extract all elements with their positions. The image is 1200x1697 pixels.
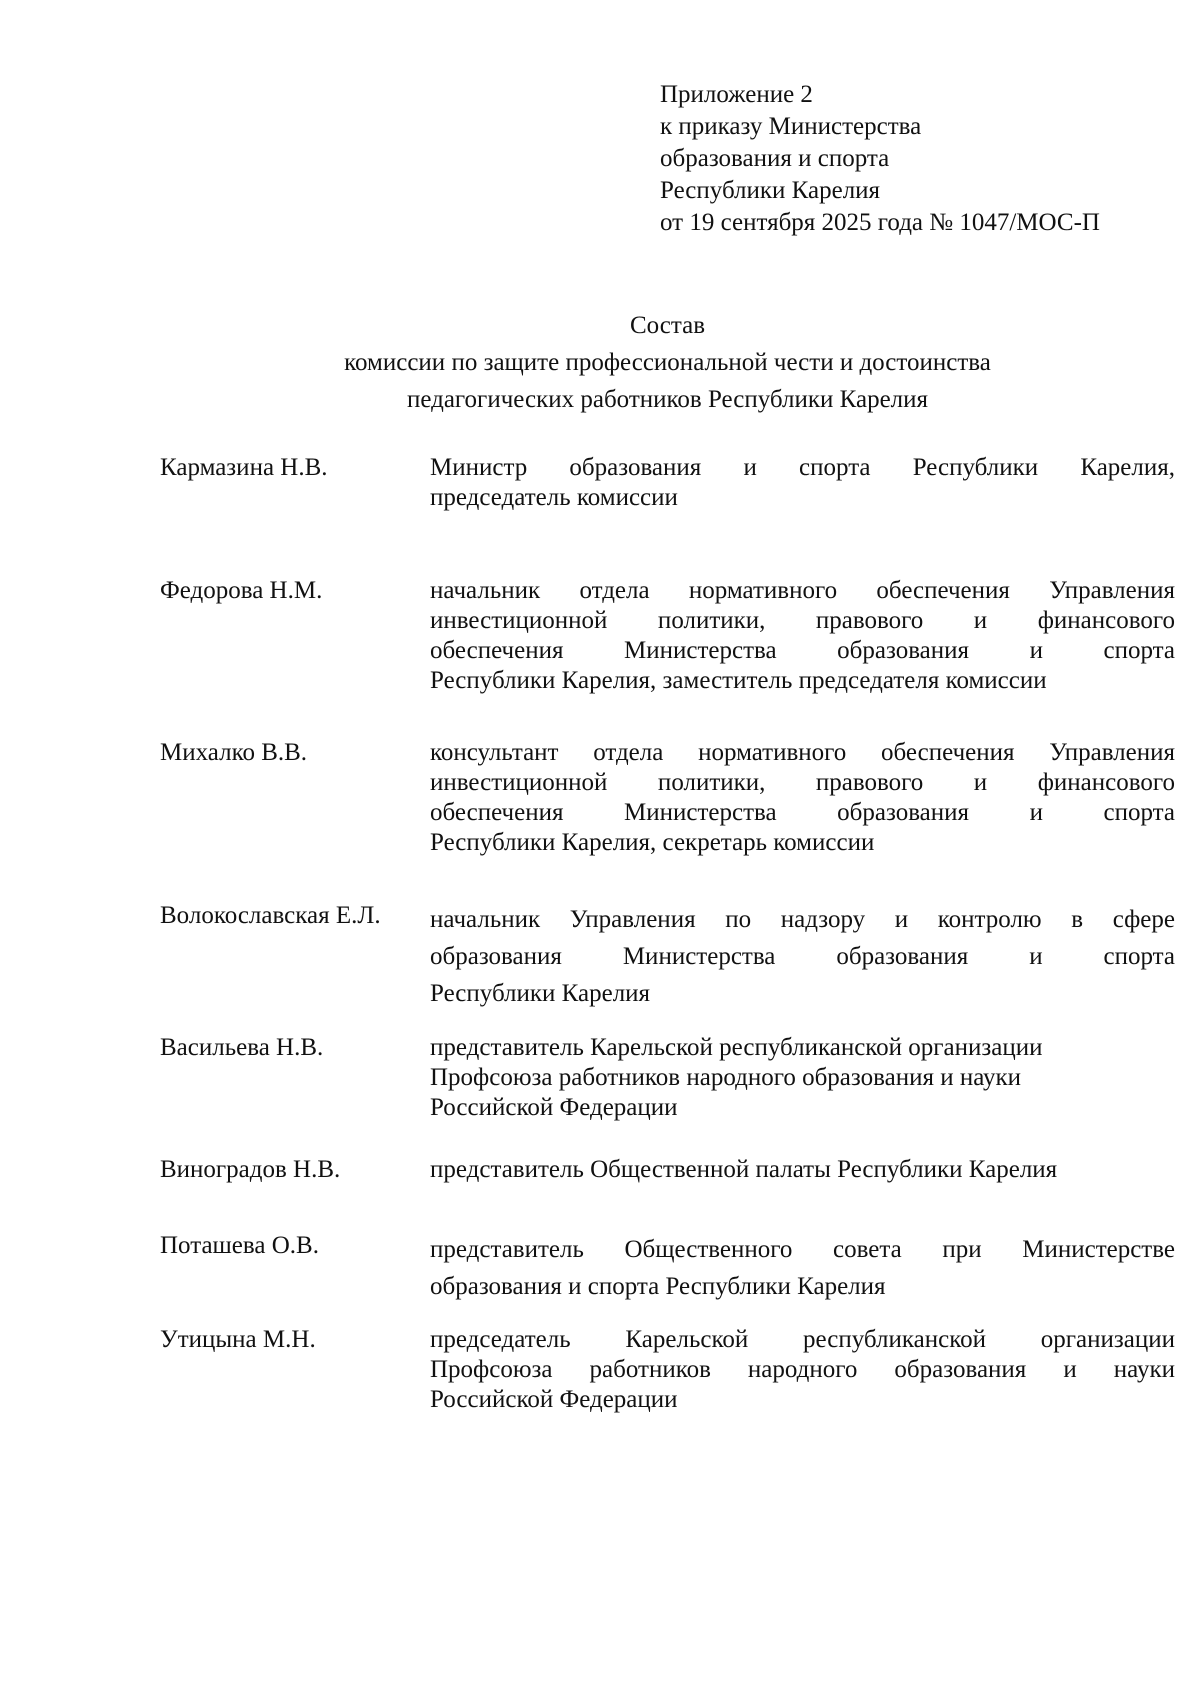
member-name: Михалко В.В. — [160, 739, 308, 766]
member-role — [430, 1325, 1175, 1415]
role-line: Российской Федерации — [430, 1386, 678, 1413]
role-line: образования и спорта Республики Карелия — [430, 1273, 886, 1300]
appendix-line: образования и спорта — [660, 145, 890, 172]
role-line: образования Министерства образования и спорта — [430, 943, 1175, 970]
role-line: представитель Общественной палаты Республики Карелия — [430, 1156, 1058, 1183]
member-role — [430, 1033, 1175, 1123]
member-role — [430, 901, 1175, 1012]
title-line: педагогических работников Республики Карелия — [406, 386, 929, 413]
appendix-line: к приказу Министерства — [660, 113, 922, 140]
member-role — [430, 453, 1175, 513]
role-line: начальник Управления по надзору и контролю в сфере — [430, 906, 1175, 933]
member-role — [430, 1231, 1175, 1305]
role-line: Российской Федерации — [430, 1094, 678, 1121]
role-line: начальник отдела нормативного обеспечения Управления — [430, 577, 1175, 604]
role-line: Профсоюза работников народного образования и науки — [430, 1356, 1175, 1383]
role-line: обеспечения Министерства образования и спорта — [430, 799, 1175, 826]
title-line: Состав — [629, 312, 706, 339]
role-line: Республики Карелия, заместитель председателя комиссии — [430, 667, 1047, 694]
role-line: инвестиционной политики, правового и финансового — [430, 607, 1175, 634]
role-line: председатель комиссии — [430, 484, 678, 511]
document-title — [160, 307, 1175, 418]
role-line: председатель Карельской республиканской организации — [430, 1326, 1175, 1353]
member-name: Виноградов Н.В. — [160, 1156, 341, 1183]
role-line: представитель Карельской республиканской организации — [430, 1034, 1043, 1061]
role-line: консультант отдела нормативного обеспечения Управления — [430, 739, 1175, 766]
member-role — [430, 576, 1175, 696]
member-role — [430, 1155, 1175, 1185]
title-line: комиссии по защите профессиональной чести и достоинства — [344, 349, 991, 376]
appendix-header — [660, 79, 1180, 239]
member-name: Кармазина Н.В. — [160, 454, 328, 481]
role-line: обеспечения Министерства образования и спорта — [430, 637, 1175, 664]
member-role — [430, 738, 1175, 858]
member-name: Поташева О.В. — [160, 1232, 319, 1259]
appendix-line: от 19 сентября 2025 года № 1047/МОС-П — [660, 209, 1100, 236]
role-line: Министр образования и спорта Республики Карелия, — [430, 454, 1175, 481]
role-line: инвестиционной политики, правового и финансового — [430, 769, 1175, 796]
role-line: Профсоюза работников народного образования и науки — [430, 1064, 1022, 1091]
appendix-line: Приложение 2 — [660, 81, 813, 108]
role-line: Республики Карелия, секретарь комиссии — [430, 829, 875, 856]
member-name: Утицына М.Н. — [160, 1326, 316, 1353]
role-line: Республики Карелия — [430, 980, 651, 1007]
appendix-line: Республики Карелия — [660, 177, 881, 204]
role-line: представитель Общественного совета при Министерстве — [430, 1236, 1175, 1263]
member-name: Федорова Н.М. — [160, 577, 323, 604]
member-name: Васильева Н.В. — [160, 1034, 324, 1061]
member-name: Волокославская Е.Л. — [160, 902, 381, 929]
